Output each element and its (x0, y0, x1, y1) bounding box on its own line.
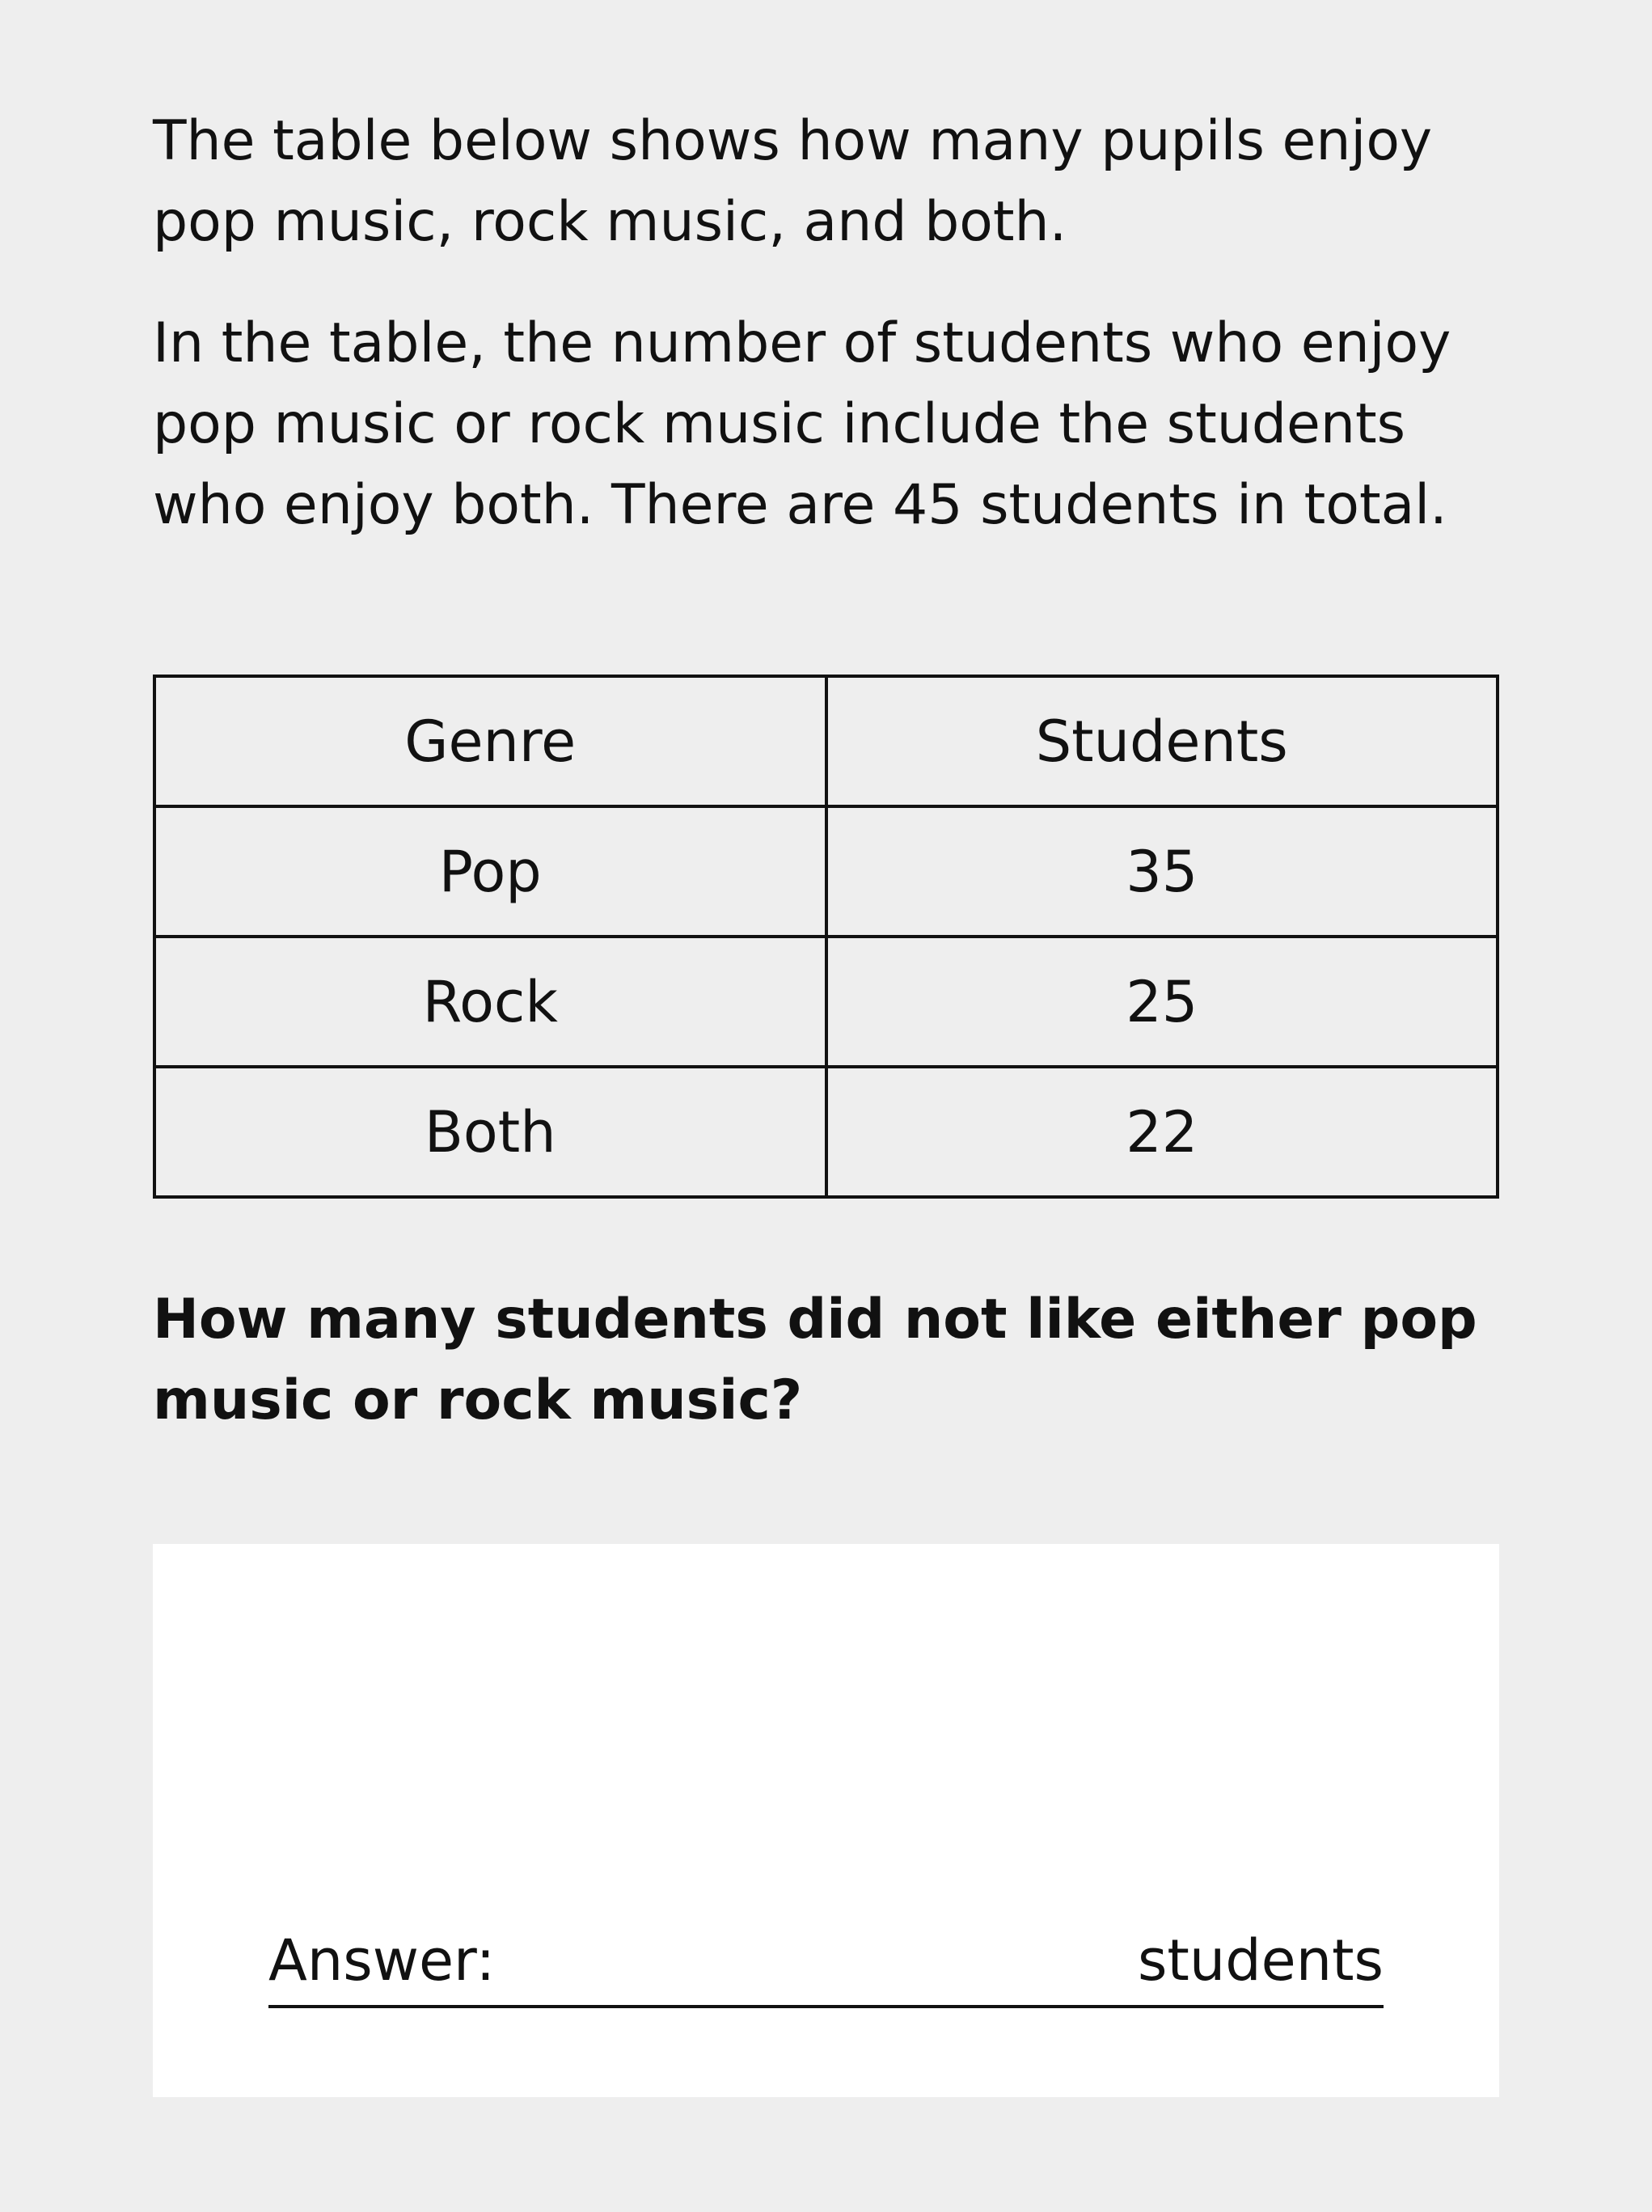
table-row (154, 1067, 1498, 1197)
header-students: Students (826, 676, 1498, 806)
genre-cell: Both (154, 1067, 826, 1197)
answer-unit: students (1137, 1927, 1384, 1994)
table-row (154, 937, 1498, 1067)
question-text: How many students did not like either pop music or rock music? (153, 1288, 1477, 1432)
answer-label: Answer: (268, 1927, 496, 1994)
genre-cell: Rock (154, 937, 826, 1067)
header-genre: Genre (154, 676, 826, 806)
table-row (154, 806, 1498, 937)
students-cell: 35 (826, 806, 1498, 937)
table-header-row (154, 676, 1498, 806)
intro-paragraph-2: In the table, the number of students who enjoy pop music or rock music include the students who enjoy both. There are 45 students in total. (153, 311, 1451, 537)
intro-paragraph-1: The table below shows how many pupils enjoy pop music, rock music, and both. (153, 109, 1433, 254)
students-cell: 25 (826, 937, 1498, 1067)
answer-box[interactable] (153, 1544, 1499, 2097)
genre-cell: Pop (154, 806, 826, 937)
answer-line[interactable] (268, 1544, 1384, 2008)
students-cell: 22 (826, 1067, 1498, 1197)
music-genre-table (153, 675, 1499, 1199)
